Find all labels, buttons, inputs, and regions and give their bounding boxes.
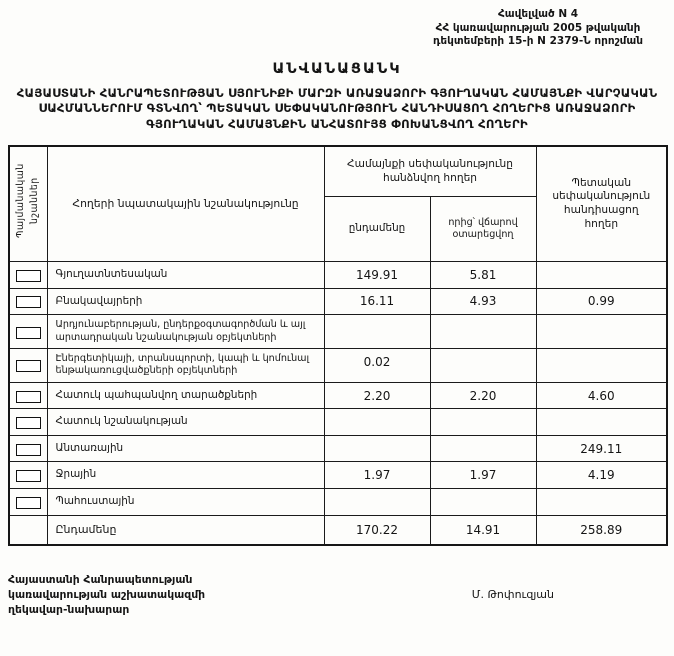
value-of-which: 2.20	[430, 382, 536, 409]
total-value-total: 170.22	[324, 515, 430, 545]
legend-cell-empty	[9, 515, 47, 545]
value-state	[536, 489, 667, 516]
value-state	[536, 409, 667, 436]
total-value-of-which: 14.91	[430, 515, 536, 545]
annex-line-1: Հավելված N 4	[497, 8, 579, 20]
value-total: 149.91	[324, 262, 430, 289]
total-row-label: Ընդամենը	[47, 515, 324, 545]
signatory-title-line-1: Հայաստանի Հանրապետության	[8, 573, 193, 587]
legend-cell	[9, 382, 47, 409]
value-state	[536, 315, 667, 349]
legend-box	[16, 497, 41, 509]
legend-cell	[9, 435, 47, 462]
legend-box	[16, 417, 41, 429]
legend-cell	[9, 462, 47, 489]
land-category-label: Արդյունաբերության, ընդերքօգտագործման և այլ արտադրական նշանակության օբյեկտների	[47, 315, 324, 349]
column-header-purpose: Հողերի նպատակային նշանակությունը	[47, 146, 324, 261]
table-row	[9, 489, 667, 516]
land-category-label: Պահուստային	[47, 489, 324, 516]
value-of-which	[430, 349, 536, 383]
value-of-which: 5.81	[430, 262, 536, 289]
annex-line-3: դեկտեմբերի 15-ի N 2379-Ն որոշման	[432, 35, 644, 48]
legend-box	[16, 470, 41, 482]
table-row	[9, 382, 667, 409]
value-state: 0.99	[536, 288, 667, 315]
table-row	[9, 462, 667, 489]
signatory-title-line-2: կառավարության աշխատակազմի	[8, 588, 206, 602]
legend-box	[16, 391, 41, 403]
value-total	[324, 435, 430, 462]
land-table	[8, 145, 668, 546]
value-of-which	[430, 315, 536, 349]
legend-box	[16, 296, 41, 308]
value-state: 4.60	[536, 382, 667, 409]
table-total-row	[9, 515, 667, 545]
table-row	[9, 349, 667, 383]
land-category-label: Ջրային	[47, 462, 324, 489]
table-row	[9, 288, 667, 315]
value-of-which	[430, 409, 536, 436]
annex-line-2: ՀՀ կառավարության 2005 թվականի	[435, 21, 641, 34]
value-state: 249.11	[536, 435, 667, 462]
value-of-which	[430, 435, 536, 462]
signature-name: Մ. Թոփուզյան	[471, 588, 554, 602]
total-value-state: 258.89	[536, 515, 667, 545]
legend-box	[16, 444, 41, 456]
land-category-label: Գյուղատնտեսական	[47, 262, 324, 289]
symbols-vertical-label: Պայմանական նշաններ	[15, 163, 41, 239]
document-title: ԱՆՎԱՆԱՑԱՆԿ	[272, 60, 402, 77]
column-header-total: ընդամենը	[324, 197, 430, 262]
land-category-label: Բնակավայրերի	[47, 288, 324, 315]
column-header-of-which: որից՝ վճարով օտարեցվող	[430, 197, 536, 262]
land-category-label: Էներգետիկայի, տրանսպորտի, կապի և կոմունալ ենթակառուցվածքների օբյեկտների	[47, 349, 324, 383]
table-row	[9, 409, 667, 436]
table-row	[9, 262, 667, 289]
legend-cell	[9, 409, 47, 436]
table-row	[9, 435, 667, 462]
value-of-which: 4.93	[430, 288, 536, 315]
legend-box	[16, 360, 41, 372]
value-of-which: 1.97	[430, 462, 536, 489]
document-subtitle: ՀԱՅԱՍՏԱՆԻ ՀԱՆՐԱՊԵՏՈՒԹՅԱՆ ՍՅՈՒՆԻՔԻ ՄԱՐԶԻ ԱՌԱՋԱՁՈՐԻ ԳՅՈՒՂԱԿԱՆ ՀԱՄԱՅՆՔԻ ՎԱՐՉԱԿԱՆ ՍԱՀՄԱՆՆԵՐՈՒՄ ԳՏՆՎՈՂ՝ ՊԵՏԱԿԱՆ ՍԵՓԱԿԱՆՈՒԹՅՈՒՆ ՀԱՆԴԻՍԱՑՈՂ ՀՈՂԵՐԻՑ ԱՌԱՋԱՁՈՐԻ ԳՅՈՒՂԱԿԱՆ ՀԱՄԱՅՆՔԻՆ ԱՆՀԱՏՈՒՅՑ ՓՈԽԱՆՑՎՈՂ ՀՈՂԵՐԻ	[16, 85, 658, 131]
table-header-row-1	[9, 146, 667, 197]
value-total: 1.97	[324, 462, 430, 489]
value-state	[536, 349, 667, 383]
land-category-label: Հատուկ պահպանվող տարածքների	[47, 382, 324, 409]
value-total	[324, 315, 430, 349]
document-footer	[8, 572, 666, 617]
legend-cell	[9, 288, 47, 315]
value-total: 2.20	[324, 382, 430, 409]
land-category-label: Անտառային	[47, 435, 324, 462]
value-state: 4.19	[536, 462, 667, 489]
land-category-label: Հատուկ նշանակության	[47, 409, 324, 436]
legend-cell	[9, 349, 47, 383]
table-row	[9, 315, 667, 349]
value-total	[324, 409, 430, 436]
value-of-which	[430, 489, 536, 516]
legend-cell	[9, 489, 47, 516]
legend-cell	[9, 315, 47, 349]
column-group-transferred-lands: Համայնքի սեփականությունը հանձնվող հողեր	[324, 146, 536, 197]
column-header-state-lands: Պետական սեփականություն հանդիսացող հողեր	[536, 146, 667, 261]
legend-cell	[9, 262, 47, 289]
annex-reference	[410, 8, 666, 49]
legend-box	[16, 270, 41, 282]
value-total: 16.11	[324, 288, 430, 315]
signatory-title-line-3: ղեկավար-նախարար	[8, 603, 130, 617]
legend-box	[16, 327, 41, 339]
value-state	[536, 262, 667, 289]
value-total: 0.02	[324, 349, 430, 383]
value-total	[324, 489, 430, 516]
column-header-symbols	[9, 146, 47, 261]
signatory-title	[8, 572, 205, 617]
